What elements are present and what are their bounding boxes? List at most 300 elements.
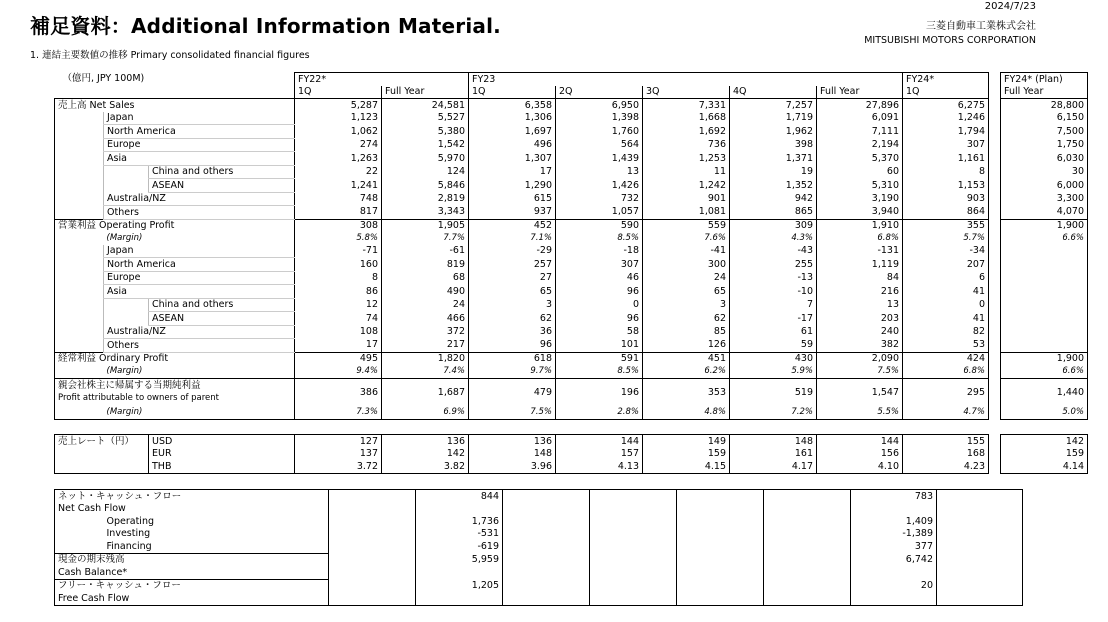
empty-cell: [937, 515, 1023, 528]
indent-cell: [55, 192, 104, 206]
value-cell: 1,153: [903, 179, 989, 193]
empty-cell: [764, 592, 851, 605]
table-row: [55, 232, 1088, 245]
row-label: Others: [104, 206, 295, 220]
page-title: 補足資料：Additional Information Material.: [30, 14, 501, 38]
value-cell: 6,950: [556, 99, 643, 112]
empty-cell: [503, 490, 590, 503]
value-cell: 85: [643, 325, 730, 339]
value-cell: 7.4%: [382, 365, 469, 378]
value-cell: 65: [469, 285, 556, 299]
value-cell: 27: [469, 271, 556, 285]
empty-cell: [503, 540, 590, 553]
value-cell: 5,310: [817, 179, 903, 193]
value-cell: 6,358: [469, 99, 556, 112]
table-row: [55, 553, 1023, 566]
value-cell: -18: [556, 245, 643, 258]
empty-cell: [677, 553, 764, 566]
value-cell: 1,962: [730, 125, 817, 139]
value-cell: 1,905: [382, 219, 469, 232]
empty-cell: [764, 503, 851, 516]
value-cell: 68: [382, 271, 469, 285]
indent-cell: [55, 406, 104, 419]
column-gap: [989, 448, 1001, 461]
value-cell: 6,150: [1001, 112, 1088, 125]
row-label: Europe: [104, 138, 295, 152]
value-cell: [1001, 312, 1088, 326]
column-gap: [989, 352, 1001, 365]
indent-cell: [55, 325, 104, 339]
value-cell: [1001, 325, 1088, 339]
row-label: Net Cash Flow: [55, 503, 329, 516]
empty-cell: [764, 566, 851, 579]
value-cell: 157: [556, 448, 643, 461]
value-cell: [1001, 285, 1088, 299]
indent-cell: [55, 152, 104, 166]
value-cell: 240: [817, 325, 903, 339]
value-cell: 41: [903, 312, 989, 326]
value-cell: 386: [295, 378, 382, 406]
value-cell: 11: [643, 165, 730, 179]
company-name-jp: 三菱自動車工業株式会社: [926, 21, 1036, 32]
value-cell: -531: [416, 528, 503, 541]
row-label: Investing: [106, 528, 151, 539]
value-cell: [1001, 258, 1088, 272]
row-label: ネット・キャッシュ・フロー: [55, 490, 329, 503]
empty-cell: [590, 592, 677, 605]
value-cell: 0: [903, 298, 989, 312]
margin-label: (Margin): [106, 233, 143, 243]
value-cell: 844: [416, 490, 503, 503]
value-cell: 3.72: [295, 460, 382, 473]
row-label: Japan: [104, 112, 295, 125]
row-label: Operating: [106, 515, 154, 527]
empty-cell: [329, 528, 416, 541]
empty-cell: [937, 592, 1023, 605]
value-cell: 377: [851, 540, 937, 553]
indent-cell: [104, 179, 149, 193]
value-cell: 28,800: [1001, 99, 1088, 112]
value-cell: 274: [295, 138, 382, 152]
period-header: 2Q: [556, 86, 643, 99]
value-cell: 13: [556, 165, 643, 179]
value-cell: 5.7%: [903, 232, 989, 245]
value-cell: 6.8%: [817, 232, 903, 245]
indent-cell: [55, 179, 104, 193]
value-cell: 6.8%: [903, 365, 989, 378]
empty-cell: [937, 528, 1023, 541]
row-label: Free Cash Flow: [55, 592, 329, 605]
value-cell: 1,760: [556, 125, 643, 139]
value-cell: 4.14: [1001, 460, 1088, 473]
value-cell: 1,062: [295, 125, 382, 139]
value-cell: 144: [556, 435, 643, 448]
value-cell: 7,111: [817, 125, 903, 139]
value-cell: 8: [295, 271, 382, 285]
table-row: [55, 515, 1023, 528]
table-row: [55, 592, 1023, 605]
value-cell: 84: [817, 271, 903, 285]
table-row: [55, 503, 1023, 516]
value-cell: [1001, 245, 1088, 258]
value-cell: 0: [556, 298, 643, 312]
value-cell: 65: [643, 285, 730, 299]
empty-cell: [677, 528, 764, 541]
currency-label: THB: [149, 460, 295, 473]
table-row: [55, 435, 1088, 448]
row-label: 現金の期末残高: [55, 553, 329, 566]
value-cell: 307: [903, 138, 989, 152]
table-row: [55, 339, 1088, 353]
value-cell: [416, 566, 503, 579]
period-header-row: [55, 86, 1088, 99]
empty-cell: [503, 553, 590, 566]
fy-header: FY22*: [295, 73, 469, 86]
value-cell: 590: [556, 219, 643, 232]
value-cell: 307: [556, 258, 643, 272]
value-cell: 736: [643, 138, 730, 152]
value-cell: 7.1%: [469, 232, 556, 245]
rate-table-label: 売上レート（円）: [55, 435, 149, 448]
value-cell: 479: [469, 378, 556, 406]
value-cell: 46: [556, 271, 643, 285]
row-label: 売上高 Net Sales: [55, 99, 295, 112]
value-cell: 2,090: [817, 352, 903, 365]
cash-flow-table: [54, 489, 1023, 606]
value-cell: 3,300: [1001, 192, 1088, 206]
value-cell: 1,263: [295, 152, 382, 166]
empty-cell: [677, 566, 764, 579]
value-cell: 6: [903, 271, 989, 285]
value-cell: 36: [469, 325, 556, 339]
value-cell: 6,030: [1001, 152, 1088, 166]
value-cell: 62: [643, 312, 730, 326]
table-row: [55, 312, 1088, 326]
value-cell: 1,242: [643, 179, 730, 193]
value-cell: 9.7%: [469, 365, 556, 378]
value-cell: -34: [903, 245, 989, 258]
empty-cell: [937, 490, 1023, 503]
column-gap: [989, 73, 1001, 86]
value-cell: 255: [730, 258, 817, 272]
period-header: 1Q: [903, 86, 989, 99]
unit-label: （億円, JPY 100M): [62, 73, 145, 85]
indent-cell: [55, 271, 104, 285]
table-row: [55, 258, 1088, 272]
column-gap: [989, 245, 1001, 258]
value-cell: 6,742: [851, 553, 937, 566]
value-cell: 618: [469, 352, 556, 365]
row-label: Others: [104, 339, 295, 353]
value-cell: 1,409: [851, 515, 937, 528]
column-gap: [989, 179, 1001, 193]
value-cell: 12: [295, 298, 382, 312]
value-cell: 452: [469, 219, 556, 232]
value-cell: 424: [903, 352, 989, 365]
value-cell: [416, 592, 503, 605]
value-cell: 1,119: [817, 258, 903, 272]
value-cell: 136: [382, 435, 469, 448]
table-row: [55, 298, 1088, 312]
value-cell: 864: [903, 206, 989, 220]
value-cell: 1,246: [903, 112, 989, 125]
value-cell: 1,697: [469, 125, 556, 139]
period-header: 3Q: [643, 86, 730, 99]
value-cell: 96: [556, 285, 643, 299]
currency-label: USD: [149, 435, 295, 448]
value-cell: 7.3%: [295, 406, 382, 419]
value-cell: 783: [851, 490, 937, 503]
empty-cell: [329, 579, 416, 592]
empty-cell: [590, 566, 677, 579]
period-header: Full Year: [1001, 86, 1088, 99]
row-label: Cash Balance*: [55, 566, 329, 579]
value-cell: 1,426: [556, 179, 643, 193]
value-cell: 159: [1001, 448, 1088, 461]
value-cell: 1,668: [643, 112, 730, 125]
value-cell: 6.9%: [382, 406, 469, 419]
value-cell: 3,190: [817, 192, 903, 206]
value-cell: 3,940: [817, 206, 903, 220]
margin-label: (Margin): [106, 366, 143, 376]
value-cell: 1,820: [382, 352, 469, 365]
column-gap: [989, 339, 1001, 353]
value-cell: 203: [817, 312, 903, 326]
column-gap: [989, 138, 1001, 152]
empty-cell: [329, 490, 416, 503]
empty-cell: [677, 592, 764, 605]
empty-cell: [677, 579, 764, 592]
empty-cell: [590, 553, 677, 566]
value-cell: 7.2%: [730, 406, 817, 419]
value-cell: 101: [556, 339, 643, 353]
fy-header-row: [55, 73, 1088, 86]
value-cell: 24,581: [382, 99, 469, 112]
value-cell: 496: [469, 138, 556, 152]
value-cell: 216: [817, 285, 903, 299]
value-cell: 7,257: [730, 99, 817, 112]
value-cell: 1,440: [1001, 378, 1088, 406]
empty-cell: [503, 579, 590, 592]
value-cell: 1,306: [469, 112, 556, 125]
row-label-jp: 親会社株主に帰属する当期純利益: [58, 380, 201, 392]
row-label: Japan: [104, 245, 295, 258]
value-cell: 591: [556, 352, 643, 365]
row-label: 営業利益 Operating Profit: [55, 219, 295, 232]
value-cell: 1,736: [416, 515, 503, 528]
table-row: [55, 138, 1088, 152]
row-label: North America: [104, 125, 295, 139]
value-cell: 1,307: [469, 152, 556, 166]
table-row: [55, 165, 1088, 179]
empty-cell: [764, 528, 851, 541]
value-cell: 148: [730, 435, 817, 448]
column-gap: [989, 232, 1001, 245]
indent-cell: [55, 312, 104, 326]
table-row: [55, 378, 1088, 406]
value-cell: 2,819: [382, 192, 469, 206]
indent-cell: [55, 339, 104, 353]
value-cell: 5,527: [382, 112, 469, 125]
value-cell: 1,253: [643, 152, 730, 166]
value-cell: 5,959: [416, 553, 503, 566]
value-cell: 1,161: [903, 152, 989, 166]
value-cell: 5,380: [382, 125, 469, 139]
value-cell: 136: [469, 435, 556, 448]
empty-cell: [503, 503, 590, 516]
table-row: [55, 245, 1088, 258]
value-cell: 1,398: [556, 112, 643, 125]
row-label: China and others: [149, 165, 295, 179]
value-cell: 13: [817, 298, 903, 312]
value-cell: 1,439: [556, 152, 643, 166]
empty-cell: [329, 503, 416, 516]
value-cell: -41: [643, 245, 730, 258]
empty-cell: [503, 528, 590, 541]
indent-cell: [55, 165, 104, 179]
value-cell: 6,000: [1001, 179, 1088, 193]
value-cell: 3: [469, 298, 556, 312]
value-cell: 6.6%: [1001, 232, 1088, 245]
column-gap: [989, 125, 1001, 139]
value-cell: 2.8%: [556, 406, 643, 419]
period-header: Full Year: [817, 86, 903, 99]
value-cell: 207: [903, 258, 989, 272]
table-row: [55, 540, 1023, 553]
empty-cell: [329, 553, 416, 566]
table-row: [55, 579, 1023, 592]
value-cell: 1,057: [556, 206, 643, 220]
row-label: [55, 378, 295, 406]
value-cell: 96: [469, 339, 556, 353]
table-row: [55, 271, 1088, 285]
row-label: China and others: [149, 298, 295, 312]
indent-cell: [104, 165, 149, 179]
empty-cell: [764, 515, 851, 528]
indent-cell: [55, 245, 104, 258]
value-cell: 1,205: [416, 579, 503, 592]
value-cell: -10: [730, 285, 817, 299]
table-row: [55, 99, 1088, 112]
value-cell: 17: [295, 339, 382, 353]
period-header: 1Q: [295, 86, 382, 99]
value-cell: 5,370: [817, 152, 903, 166]
empty-cell: [503, 592, 590, 605]
row-label: Europe: [104, 271, 295, 285]
empty-cell: [503, 566, 590, 579]
value-cell: 24: [643, 271, 730, 285]
indent-cell: [55, 540, 104, 553]
column-gap: [989, 406, 1001, 419]
value-cell: 61: [730, 325, 817, 339]
value-cell: 1,123: [295, 112, 382, 125]
fy-header: FY24*: [903, 73, 989, 86]
value-cell: 86: [295, 285, 382, 299]
value-cell: 24: [382, 298, 469, 312]
indent-cell: [55, 528, 104, 541]
value-cell: 1,371: [730, 152, 817, 166]
empty-cell: [329, 515, 416, 528]
value-cell: 4.17: [730, 460, 817, 473]
value-cell: 372: [382, 325, 469, 339]
empty-cell: [590, 540, 677, 553]
column-gap: [989, 285, 1001, 299]
value-cell: 865: [730, 206, 817, 220]
row-label-en: Profit attributable to owners of parent: [58, 393, 220, 404]
value-cell: 4.8%: [643, 406, 730, 419]
value-cell: 1,719: [730, 112, 817, 125]
value-cell: 615: [469, 192, 556, 206]
value-cell: -71: [295, 245, 382, 258]
value-cell: 257: [469, 258, 556, 272]
empty-cell: [677, 540, 764, 553]
table-row: [55, 460, 1088, 473]
table-row: [55, 285, 1088, 299]
column-gap: [989, 325, 1001, 339]
value-cell: 17: [469, 165, 556, 179]
value-cell: 1,750: [1001, 138, 1088, 152]
value-cell: -29: [469, 245, 556, 258]
value-cell: 300: [643, 258, 730, 272]
indent-cell: [55, 258, 104, 272]
value-cell: [851, 503, 937, 516]
empty-cell: [590, 515, 677, 528]
value-cell: 7.6%: [643, 232, 730, 245]
value-cell: 148: [469, 448, 556, 461]
row-label: Australia/NZ: [104, 325, 295, 339]
column-gap: [989, 258, 1001, 272]
empty-cell: [937, 503, 1023, 516]
period-header: 1Q: [469, 86, 556, 99]
column-gap: [989, 112, 1001, 125]
indent-cell: [55, 515, 104, 528]
value-cell: 1,241: [295, 179, 382, 193]
value-cell: 8.5%: [556, 232, 643, 245]
empty-cell: [677, 490, 764, 503]
empty-cell: [590, 579, 677, 592]
value-cell: 942: [730, 192, 817, 206]
row-label: Financing: [106, 540, 152, 552]
table-row: [55, 219, 1088, 232]
value-cell: 4.10: [817, 460, 903, 473]
blank-cell: [55, 460, 149, 473]
value-cell: 819: [382, 258, 469, 272]
value-cell: 1,900: [1001, 219, 1088, 232]
value-cell: [1001, 298, 1088, 312]
value-cell: 6.2%: [643, 365, 730, 378]
table-row: [55, 125, 1088, 139]
value-cell: 96: [556, 312, 643, 326]
column-gap: [989, 312, 1001, 326]
row-label: 経常利益 Ordinary Profit: [55, 352, 295, 365]
empty-cell: [590, 503, 677, 516]
indent-cell: [104, 312, 149, 326]
value-cell: -61: [382, 245, 469, 258]
value-cell: 126: [643, 339, 730, 353]
value-cell: 7.5%: [817, 365, 903, 378]
row-label: フリー・キャッシュ・フロー: [55, 579, 329, 592]
value-cell: 430: [730, 352, 817, 365]
value-cell: 144: [817, 435, 903, 448]
value-cell: 3.96: [469, 460, 556, 473]
value-cell: 1,352: [730, 179, 817, 193]
table-row: [55, 206, 1088, 220]
fy-header: FY24* (Plan): [1001, 73, 1088, 86]
value-cell: 5,846: [382, 179, 469, 193]
value-cell: 30: [1001, 165, 1088, 179]
value-cell: 5.5%: [817, 406, 903, 419]
value-cell: 466: [382, 312, 469, 326]
